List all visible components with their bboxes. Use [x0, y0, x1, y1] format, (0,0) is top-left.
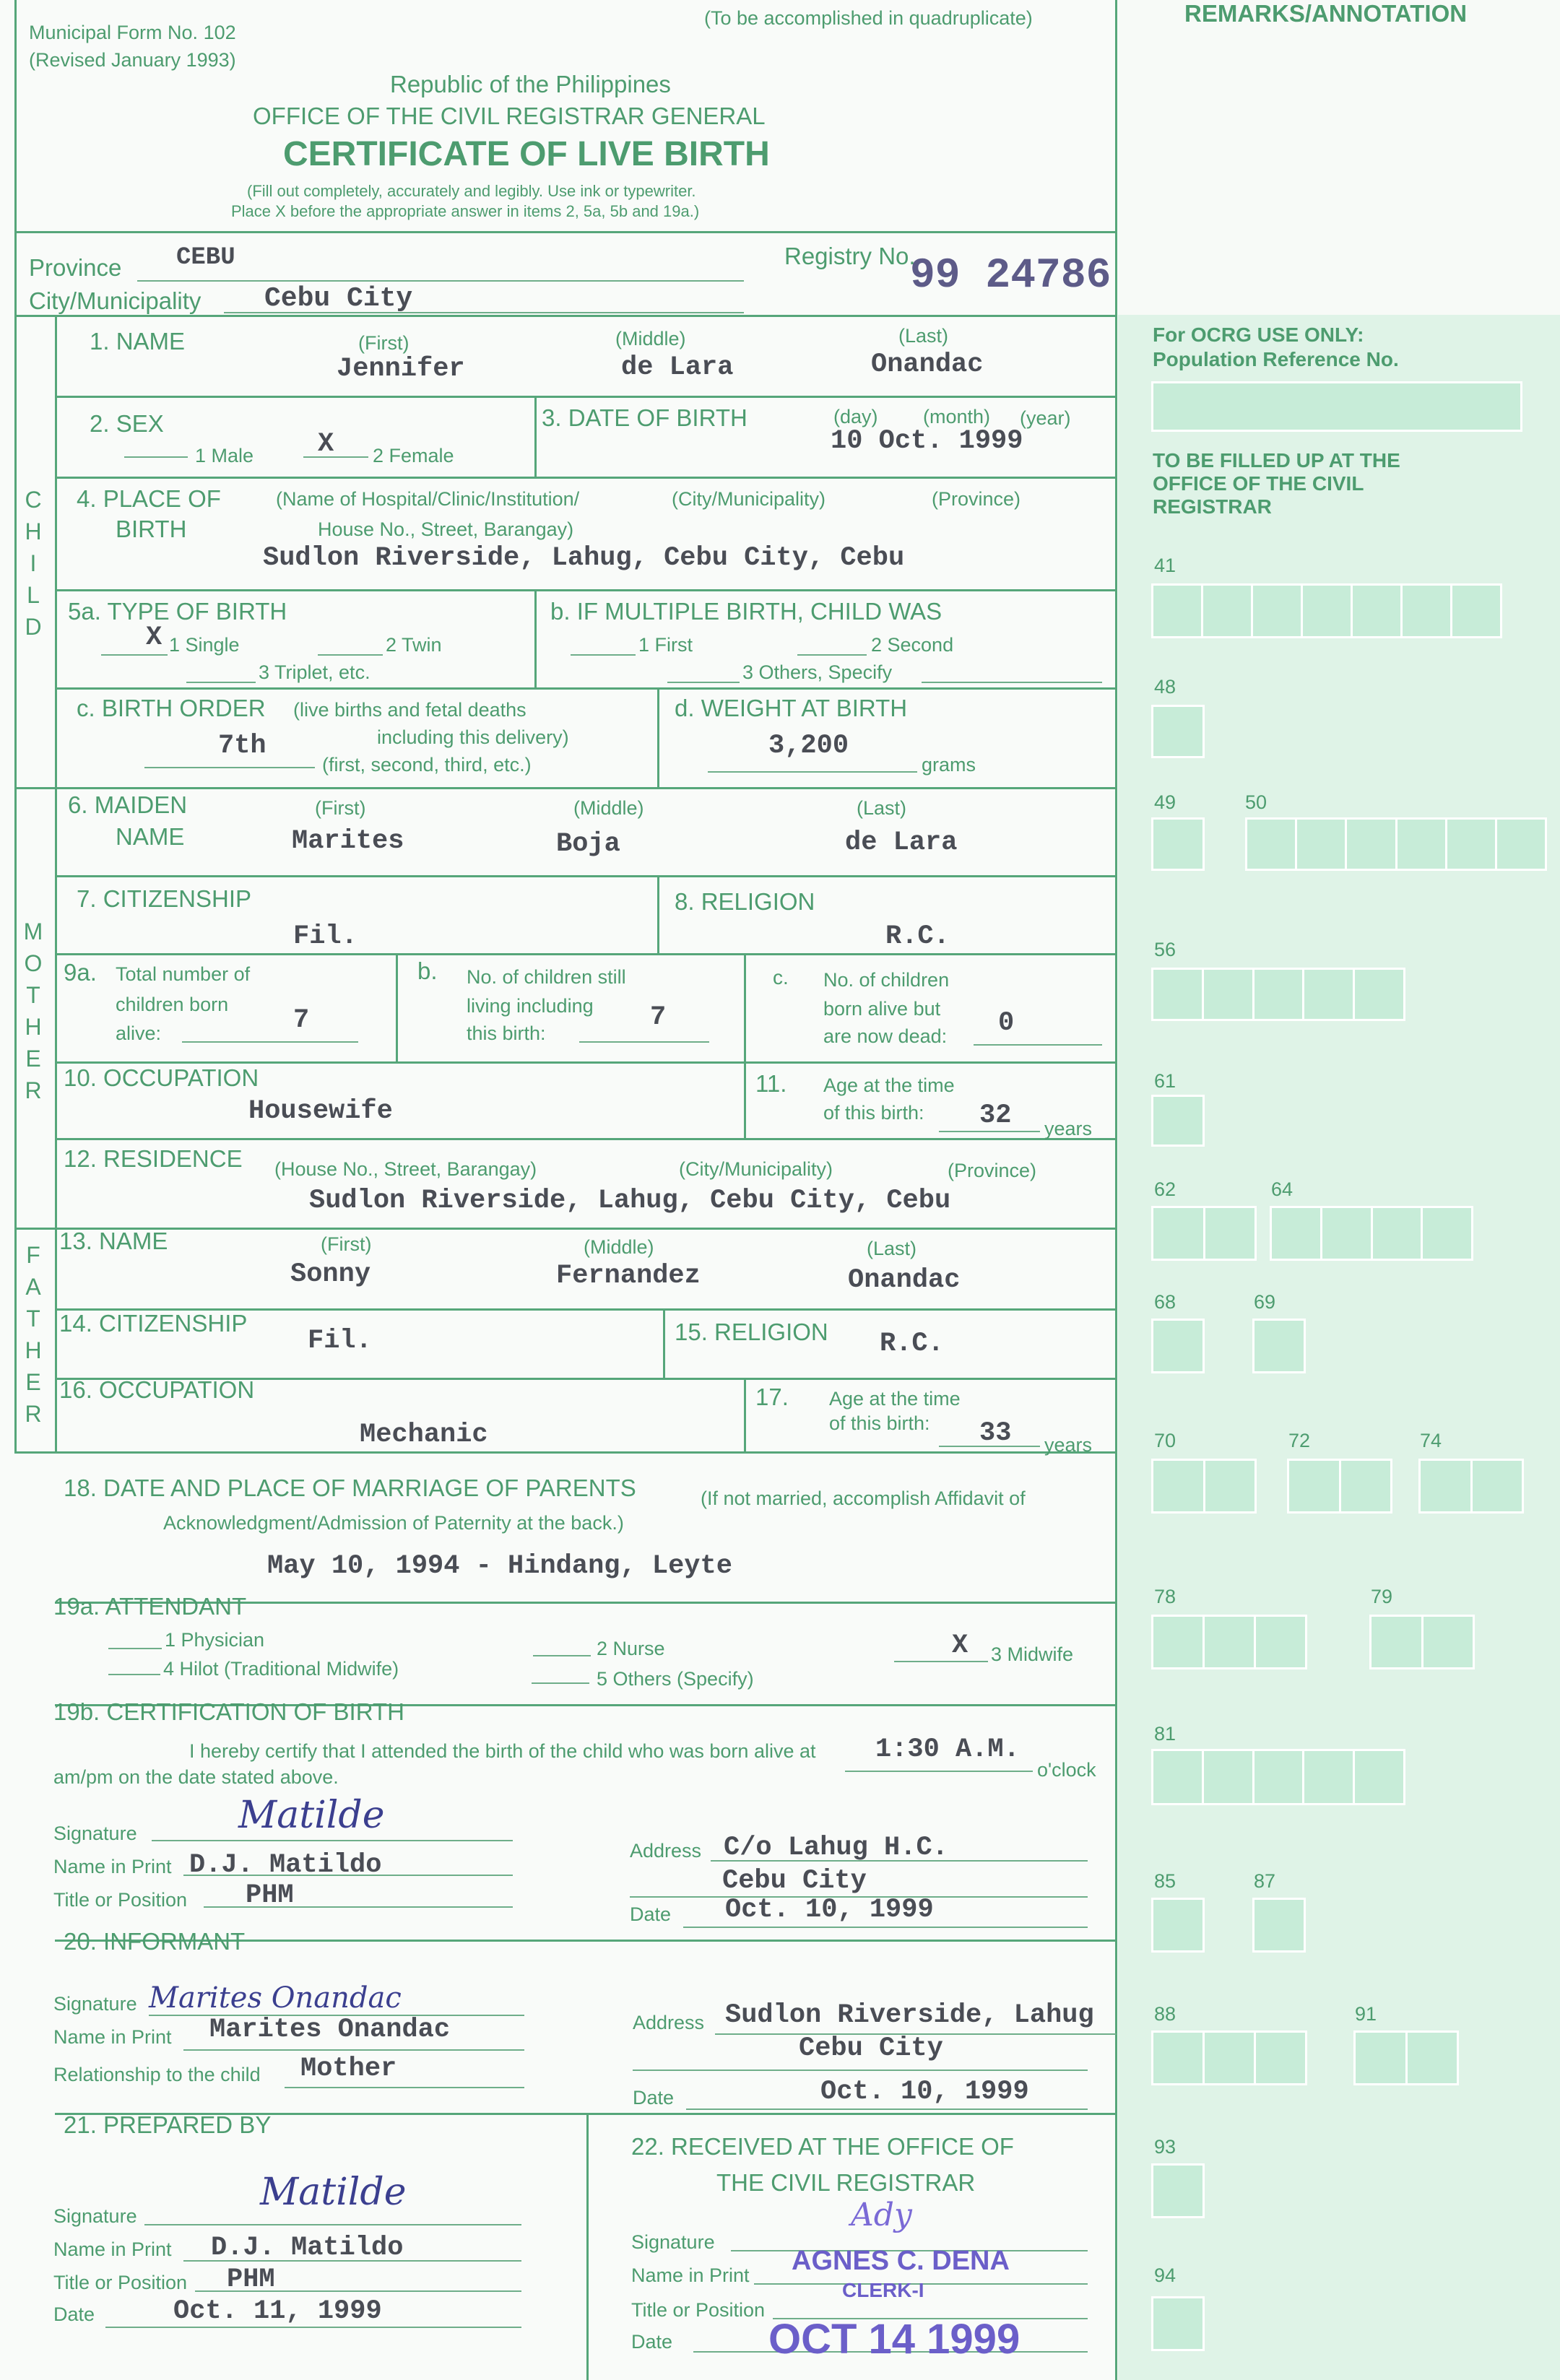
prepared-title-label: Title or Position — [53, 2272, 188, 2293]
copies-note: (To be accomplished in quadruplicate) — [704, 7, 1033, 29]
informant-name: Marites Onandac — [209, 2015, 451, 2045]
divider — [14, 231, 1117, 233]
others-option: 3 Others, Specify — [742, 661, 893, 683]
informant-date: Oct. 10, 1999 — [820, 2077, 1029, 2107]
cert-name-label: Name in Print — [53, 1856, 172, 1877]
ocrg-fill-1: TO BE FILLED UP AT THE — [1153, 449, 1400, 472]
twin-option: 2 Twin — [386, 634, 442, 656]
multiple-birth-label: b. IF MULTIPLE BIRTH, CHILD WAS — [550, 598, 942, 625]
n9c-text-2: born alive but — [823, 998, 941, 1020]
code-61-box — [1151, 1095, 1205, 1147]
informant-date-label: Date — [633, 2087, 675, 2108]
field-underline — [686, 2108, 1088, 2110]
weight-value: 3,200 — [768, 731, 849, 761]
code-85: 85 — [1154, 1870, 1176, 1892]
code-72: 72 — [1288, 1430, 1311, 1451]
informant-signature: Marites Onandac — [149, 1981, 402, 2015]
last-sublabel: (Last) — [857, 797, 907, 819]
divider — [534, 396, 537, 477]
field-underline — [533, 1655, 591, 1656]
side-letter: R — [25, 1401, 42, 1427]
father-age-value: 33 — [979, 1418, 1012, 1449]
nurse-option: 2 Nurse — [597, 1638, 665, 1659]
father-last-name: Onandac — [848, 1265, 961, 1295]
divider — [744, 1378, 746, 1451]
n9c-text-1: No. of children — [823, 969, 950, 991]
divider — [55, 875, 1117, 877]
field-underline — [939, 1131, 1040, 1132]
n9b-text-1: No. of children still — [467, 966, 626, 988]
remarks-panel — [1118, 0, 1560, 315]
received-title-label: Title or Position — [631, 2299, 766, 2321]
divider — [657, 875, 659, 953]
side-letter: T — [26, 1306, 40, 1332]
father-citizenship-value: Fil. — [308, 1326, 372, 1356]
field-underline — [683, 1927, 1088, 1928]
field-underline — [845, 1771, 1033, 1772]
certification-text-1: I hereby certify that I attended the birth of the child who was born alive at — [189, 1740, 816, 1762]
dob-label: 3. DATE OF BIRTH — [542, 404, 748, 431]
registry-no-label: Registry No. — [784, 243, 916, 269]
field-underline — [137, 280, 744, 282]
n9a-text-2: children born — [116, 994, 229, 1015]
mother-citizenship-value: Fil. — [293, 921, 358, 952]
father-age-label-1: Age at the time — [829, 1388, 961, 1410]
last-sublabel: (Last) — [867, 1238, 917, 1259]
instructions-line-2: Place X before the appropriate answer in items 2, 5a, 5b and 19a.) — [231, 202, 700, 220]
birth-order-value: 7th — [218, 731, 266, 761]
sex-mark: X — [318, 429, 334, 459]
code-64: 64 — [1271, 1178, 1294, 1200]
code-61: 61 — [1154, 1070, 1176, 1092]
father-age-label-num: 17. — [755, 1384, 789, 1410]
cert-title-label: Title or Position — [53, 1889, 188, 1911]
divider — [55, 1138, 1117, 1140]
mother-citizenship-label: 7. CITIZENSHIP — [77, 885, 252, 912]
code-70-box — [1151, 1459, 1257, 1513]
side-letter: R — [25, 1077, 42, 1103]
sex-label: 2. SEX — [90, 410, 164, 437]
informant-address-1: Sudlon Riverside, Lahug — [725, 2000, 1094, 2031]
divider — [55, 953, 1117, 955]
prepared-by-label: 21. PREPARED BY — [64, 2111, 272, 2138]
child-name-label: 1. NAME — [90, 328, 186, 355]
code-41: 41 — [1154, 555, 1176, 576]
ocrg-label-2: Population Reference No. — [1153, 348, 1399, 370]
field-underline — [186, 682, 256, 683]
grams-unit: grams — [922, 754, 976, 776]
received-label-1: 22. RECEIVED AT THE OFFICE OF — [631, 2133, 1014, 2160]
first-option: 1 First — [638, 634, 693, 656]
code-69-box — [1252, 1319, 1306, 1373]
field-underline — [318, 654, 383, 656]
certification-label: 19b. CERTIFICATION OF BIRTH — [53, 1698, 404, 1725]
residence-city-sublabel: (City/Municipality) — [679, 1158, 833, 1180]
field-underline — [303, 456, 368, 458]
divider — [657, 687, 659, 787]
code-74-box — [1418, 1459, 1524, 1513]
father-middle-name: Fernandez — [556, 1261, 701, 1291]
cert-address-label: Address — [630, 1840, 702, 1862]
single-option: 1 Single — [169, 634, 240, 656]
divider — [744, 953, 746, 1138]
birth-order-label: c. BIRTH ORDER — [77, 695, 266, 721]
mother-age-label-1: Age at the time — [823, 1074, 955, 1096]
received-label-2: THE CIVIL REGISTRAR — [716, 2169, 976, 2196]
code-69: 69 — [1254, 1291, 1276, 1313]
side-letter: H — [25, 1014, 42, 1040]
mother-middle-name: Boja — [556, 829, 620, 859]
cert-title: PHM — [246, 1880, 294, 1911]
cert-signature-label: Signature — [53, 1823, 137, 1844]
ocrg-fill-3: REGISTRAR — [1153, 495, 1272, 518]
field-underline — [571, 654, 636, 656]
marriage-label: 18. DATE AND PLACE OF MARRIAGE OF PARENTS — [64, 1475, 636, 1501]
form-revised: (Revised January 1993) — [29, 49, 236, 71]
n9a-label: 9a. — [64, 959, 97, 986]
pob-label-2: BIRTH — [116, 516, 187, 542]
divider — [55, 477, 1117, 479]
prepared-signature-label: Signature — [53, 2205, 137, 2227]
mother-age-label-num: 11. — [755, 1070, 787, 1097]
page-title: CERTIFICATE OF LIVE BIRTH — [283, 135, 770, 173]
city-label: City/Municipality — [29, 287, 202, 314]
father-age-label-2: of this birth: — [829, 1412, 930, 1434]
side-letter: L — [27, 582, 40, 608]
prepared-name: D.J. Matildo — [211, 2233, 404, 2263]
attendant-mark: X — [952, 1630, 968, 1661]
oclock-label: o'clock — [1037, 1759, 1096, 1781]
divider — [14, 315, 1117, 317]
informant-signature-label: Signature — [53, 1993, 137, 2015]
residence-province-sublabel: (Province) — [948, 1160, 1037, 1181]
side-letter: E — [25, 1369, 41, 1395]
first-sublabel: (First) — [358, 332, 410, 354]
n9b-value: 7 — [650, 1002, 667, 1033]
divider — [663, 1308, 665, 1378]
side-letter: H — [25, 1337, 42, 1363]
code-74: 74 — [1420, 1430, 1442, 1451]
pob-value: Sudlon Riverside, Lahug, Cebu City, Cebu — [263, 543, 905, 573]
birth-order-note-3: (first, second, third, etc.) — [322, 754, 532, 776]
n9a-text-3: alive: — [116, 1022, 162, 1044]
side-letter: O — [24, 950, 43, 976]
father-religion-value: R.C. — [880, 1329, 944, 1359]
last-sublabel: (Last) — [898, 325, 949, 347]
code-81-box — [1151, 1749, 1405, 1805]
middle-sublabel: (Middle) — [615, 328, 686, 349]
field-underline — [108, 1648, 162, 1649]
informant-name-label: Name in Print — [53, 2026, 172, 2048]
month-sublabel: (month) — [923, 406, 991, 427]
received-date-label: Date — [631, 2331, 673, 2353]
years-unit: years — [1044, 1434, 1093, 1456]
code-62-box — [1151, 1206, 1257, 1261]
middle-sublabel: (Middle) — [584, 1236, 654, 1258]
divider — [55, 1061, 1117, 1064]
field-underline — [708, 771, 917, 773]
province-value: CEBU — [176, 244, 235, 272]
mother-occupation-label: 10. OCCUPATION — [64, 1064, 259, 1091]
code-41-box — [1151, 583, 1502, 638]
side-label-father — [19, 1239, 48, 1430]
code-48: 48 — [1154, 676, 1176, 698]
birth-order-note-2: including this delivery) — [377, 726, 569, 748]
marriage-value: May 10, 1994 - Hindang, Leyte — [267, 1551, 732, 1581]
divider — [55, 396, 1117, 398]
code-91: 91 — [1355, 2003, 1377, 2025]
registry-no-value: 99 24786 — [910, 253, 1112, 300]
received-name-stamp: AGNES C. DENA — [792, 2246, 1010, 2276]
received-signature: Ady — [851, 2197, 912, 2233]
divider — [14, 0, 17, 1451]
n9b-text-2: living including — [467, 995, 594, 1017]
code-48-box — [1151, 705, 1205, 758]
prepared-name-label: Name in Print — [53, 2238, 172, 2260]
code-85-box — [1151, 1898, 1205, 1953]
code-79: 79 — [1371, 1586, 1393, 1607]
mother-age-value: 32 — [979, 1100, 1012, 1131]
cert-signature: Matilde — [238, 1794, 385, 1837]
code-68: 68 — [1154, 1291, 1176, 1313]
residence-label: 12. RESIDENCE — [64, 1145, 243, 1172]
pob-label: 4. PLACE OF — [77, 485, 221, 512]
code-72-box — [1287, 1459, 1392, 1513]
code-93: 93 — [1154, 2136, 1176, 2158]
field-underline — [152, 1840, 513, 1841]
side-letter: A — [25, 1274, 41, 1300]
code-56-box — [1151, 968, 1405, 1021]
years-unit: years — [1044, 1118, 1093, 1139]
side-label-mother — [19, 916, 48, 1106]
year-sublabel: (year) — [1020, 407, 1071, 429]
day-sublabel: (day) — [833, 406, 878, 427]
certification-text-2: am/pm on the date stated above. — [53, 1766, 339, 1788]
code-88-box — [1151, 2031, 1307, 2085]
field-underline — [974, 1044, 1102, 1046]
birth-time: 1:30 A.M. — [875, 1734, 1020, 1765]
prepared-date-label: Date — [53, 2303, 95, 2325]
child-middle-name: de Lara — [621, 352, 734, 383]
side-letter: D — [25, 614, 42, 640]
received-signature-label: Signature — [631, 2231, 715, 2253]
divider — [1115, 0, 1117, 2380]
informant-relationship: Mother — [300, 2054, 397, 2084]
field-underline — [101, 654, 168, 656]
side-letter: H — [25, 518, 42, 544]
cert-name: D.J. Matildo — [189, 1850, 382, 1880]
marriage-note-2: Acknowledgment/Admission of Paternity at the back.) — [163, 1512, 624, 1534]
field-underline — [285, 2087, 524, 2088]
office-line: OFFICE OF THE CIVIL REGISTRAR GENERAL — [253, 103, 766, 129]
n9c-value: 0 — [998, 1008, 1015, 1038]
received-date-stamp: OCT 14 1999 — [768, 2316, 1020, 2363]
female-option: 2 Female — [373, 445, 454, 466]
field-underline — [922, 682, 1102, 683]
code-50-box — [1245, 817, 1547, 871]
attendant-label: 19a. ATTENDANT — [53, 1593, 247, 1620]
n9b-label: b. — [417, 957, 438, 984]
type-mark: X — [146, 622, 162, 653]
code-70: 70 — [1154, 1430, 1176, 1451]
side-letter: E — [25, 1046, 41, 1072]
side-label-child — [19, 484, 48, 643]
population-reference-box — [1151, 381, 1522, 432]
field-underline — [108, 1674, 160, 1675]
field-underline — [182, 1041, 358, 1043]
code-93-box — [1151, 2163, 1205, 2218]
father-name-label: 13. NAME — [59, 1228, 168, 1254]
middle-sublabel: (Middle) — [573, 797, 644, 819]
mother-first-name: Marites — [292, 826, 404, 856]
pob-city-sublabel: (City/Municipality) — [672, 488, 826, 510]
remarks-heading: REMARKS/ANNOTATION — [1184, 0, 1468, 27]
midwife-option: 3 Midwife — [991, 1643, 1074, 1665]
side-letter: T — [26, 982, 40, 1008]
code-91-box — [1353, 2031, 1459, 2085]
divider — [534, 589, 537, 687]
mother-religion-label: 8. RELIGION — [675, 888, 815, 915]
hilot-option: 4 Hilot (Traditional Midwife) — [163, 1658, 399, 1680]
others-option: 5 Others (Specify) — [597, 1668, 754, 1690]
cert-address-1: C/o Lahug H.C. — [724, 1833, 948, 1863]
marriage-note-1: (If not married, accomplish Affidavit of — [701, 1488, 1026, 1509]
mother-religion-value: R.C. — [885, 921, 950, 952]
field-underline — [633, 2070, 1088, 2071]
divider — [586, 2113, 589, 2380]
mother-name-label: 6. MAIDEN — [68, 791, 188, 818]
side-letter: F — [26, 1242, 40, 1268]
prepared-signature: Matilde — [260, 2171, 407, 2214]
first-sublabel: (First) — [315, 797, 366, 819]
divider — [55, 589, 1117, 591]
code-50: 50 — [1245, 791, 1268, 813]
n9a-text-1: Total number of — [116, 963, 251, 985]
code-87-box — [1252, 1898, 1306, 1953]
type-of-birth-label: 5a. TYPE OF BIRTH — [68, 598, 287, 625]
field-underline — [797, 654, 867, 656]
code-79-box — [1369, 1615, 1475, 1669]
city-value: Cebu City — [264, 283, 413, 314]
child-last-name: Onandac — [871, 349, 984, 380]
pob-province-sublabel: (Province) — [932, 488, 1021, 510]
cert-date-label: Date — [630, 1903, 672, 1925]
divider — [14, 1228, 1117, 1230]
republic-line: Republic of the Philippines — [390, 71, 671, 97]
first-sublabel: (First) — [321, 1233, 372, 1255]
code-49: 49 — [1154, 791, 1176, 813]
field-underline — [124, 456, 188, 458]
father-citizenship-label: 14. CITIZENSHIP — [59, 1310, 248, 1337]
birth-order-note-1: (live births and fetal deaths — [293, 699, 526, 721]
code-62: 62 — [1154, 1178, 1176, 1200]
informant-label: 20. INFORMANT — [64, 1928, 246, 1955]
field-underline — [183, 2049, 524, 2051]
physician-option: 1 Physician — [165, 1629, 265, 1651]
divider — [14, 1451, 1117, 1454]
code-88: 88 — [1154, 2003, 1176, 2025]
province-label: Province — [29, 254, 122, 281]
n9a-value: 7 — [293, 1005, 310, 1035]
instructions-line-1: (Fill out completely, accurately and legibly. Use ink or typewriter. — [247, 182, 696, 200]
male-option: 1 Male — [195, 445, 254, 466]
child-first-name: Jennifer — [337, 354, 465, 384]
received-title-stamp: CLERK-I — [842, 2279, 924, 2301]
code-94: 94 — [1154, 2264, 1176, 2286]
father-occupation-value: Mechanic — [360, 1420, 488, 1450]
received-name-label: Name in Print — [631, 2264, 750, 2286]
father-religion-label: 15. RELIGION — [675, 1319, 828, 1345]
side-letter: I — [30, 550, 37, 576]
mother-age-label-2: of this birth: — [823, 1102, 924, 1124]
code-68-box — [1151, 1319, 1205, 1373]
code-49-box — [1151, 817, 1205, 871]
ocrg-fill-2: OFFICE OF THE CIVIL — [1153, 472, 1364, 495]
mother-occupation-value: Housewife — [248, 1096, 393, 1126]
field-underline — [532, 1682, 589, 1684]
second-option: 2 Second — [871, 634, 954, 656]
side-letter: C — [25, 487, 42, 513]
divider — [55, 687, 1117, 690]
ocrg-label-1: For OCRG USE ONLY: — [1153, 323, 1364, 346]
father-first-name: Sonny — [290, 1259, 371, 1290]
code-81: 81 — [1154, 1723, 1176, 1745]
father-occupation-label: 16. OCCUPATION — [59, 1376, 255, 1403]
n9c-text-3: are now dead: — [823, 1025, 948, 1047]
mother-name-label-2: NAME — [116, 823, 185, 850]
mother-last-name: de Lara — [845, 828, 958, 858]
prepared-date: Oct. 11, 1999 — [173, 2296, 382, 2327]
weight-label: d. WEIGHT AT BIRTH — [675, 695, 908, 721]
pob-hosp-sublabel: (Name of Hospital/Clinic/Institution/ — [276, 488, 580, 510]
divider — [14, 787, 1117, 789]
field-underline — [144, 767, 315, 768]
dob-value: 10 Oct. 1999 — [831, 426, 1023, 456]
triplet-option: 3 Triplet, etc. — [259, 661, 370, 683]
side-letter: M — [23, 918, 43, 944]
code-64-box — [1270, 1206, 1473, 1261]
residence-value: Sudlon Riverside, Lahug, Cebu City, Cebu — [309, 1186, 951, 1216]
informant-address-2: Cebu City — [799, 2033, 943, 2064]
informant-address-label: Address — [633, 2012, 705, 2033]
field-underline — [894, 1661, 988, 1662]
cert-date: Oct. 10, 1999 — [725, 1895, 934, 1925]
prepared-title: PHM — [227, 2264, 275, 2295]
form-number: Municipal Form No. 102 — [29, 22, 236, 43]
code-78: 78 — [1154, 1586, 1176, 1607]
field-underline — [105, 2327, 521, 2328]
informant-relationship-label: Relationship to the child — [53, 2064, 261, 2085]
cert-address-2: Cebu City — [722, 1866, 867, 1896]
divider — [55, 315, 57, 1451]
field-underline — [144, 2224, 521, 2225]
code-78-box — [1151, 1615, 1307, 1669]
code-56: 56 — [1154, 939, 1176, 960]
n9b-text-3: this birth: — [467, 1022, 546, 1044]
divider — [396, 953, 398, 1061]
residence-house-sublabel: (House No., Street, Barangay) — [274, 1158, 537, 1180]
n9c-label: c. — [773, 966, 789, 989]
field-underline — [667, 682, 740, 683]
code-87: 87 — [1254, 1870, 1276, 1892]
pob-house-sublabel: House No., Street, Barangay) — [318, 518, 574, 540]
field-underline — [579, 1041, 709, 1043]
code-94-box — [1151, 2296, 1205, 2351]
